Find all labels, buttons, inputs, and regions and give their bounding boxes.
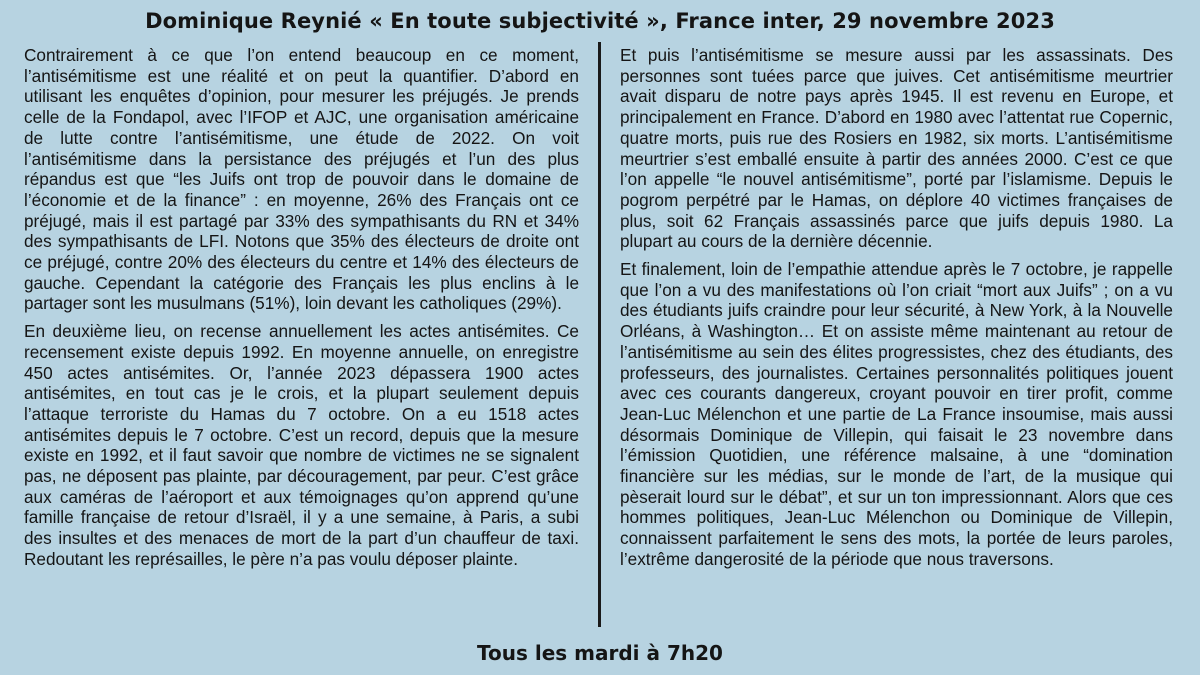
paragraph-opinion-surveys: Contrairement à ce que l’on entend beaucoup en ce moment, l’antisémitisme est une réalité et on peut la quantifier. D’abord en utilisant les enquêtes d’opinion, pour mesurer les préjugés. Je prends celle de la Fondapol, avec l’IFOP et AJC, une organisation américaine de lutte contre l’antisémitisme, une étude de 2022. On voit l’antisémitisme dans la persistance des préjugés et l’un des plus répandus est que “les Juifs ont trop de pouvoir dans le domaine de l’économie et de la finance” : en moyenne, 26% des Français ont ce préjugé, mais il est partagé par 33% des sympathisants du RN et 34% des sympathisants de LFI. Notons que 35% des électeurs de droite ont ce préjugé, contre 20% des électeurs du centre et 14% des électeurs de gauche. Cependant la catégorie des Français les plus enclins à le partager sont les musulmans (51%), loin devant les catholiques (29%). (24, 45, 579, 314)
page-title: Dominique Reynié « En toute subjectivité », France inter, 29 novembre 2023 (145, 9, 1055, 33)
paragraph-assassinations: Et puis l’antisémitisme se mesure aussi par les assassinats. Des personnes sont tuées parce que juives. Cet antisémitisme meurtrier avait disparu de notre pays après 1945. Il est revenu en Europe, et principalement en France. D’abord en 1980 avec l’attentat rue Copernic, quatre morts, puis rue des Rosiers en 1982, six morts. L’antisémitisme meurtrier s’est emballé ensuite à partir des années 2000. C’est ce que l’on appelle “le nouvel antisémitisme”, porté par l’islamisme. Depuis le pogrom perpétré par le Hamas, on déplore 40 victimes françaises de plus, soit 62 Français assassinés parce que juifs depuis 1980. La plupart au cours de la dernière décennie. (620, 45, 1173, 252)
right-column (620, 45, 1173, 577)
column-divider (598, 42, 601, 627)
broadcast-schedule: Tous les mardi à 7h20 (477, 641, 723, 665)
paragraph-finally: Et finalement, loin de l’empathie attendue après le 7 octobre, je rappelle que l’on a vu des manifestations où l’on criait “mort aux Juifs” ; on a vu des étudiants juifs craindre pour leur sécurité, à New York, à la Nouvelle Orléans, à Washington… Et on assiste même maintenant au retour de l’antisémitisme au sein des élites progressistes, chez des étudiants, des professeurs, des journalistes. Certaines personnalités politiques jouent avec ces courants dangereux, croyant pouvoir en tirer profit, comme Jean-Luc Mélenchon et une partie de La France insoumise, mais aussi désormais Dominique de Villepin, qui faisait le 23 novembre dans l’émission Quotidien, une référence malsaine, à une “domination financière sur les médias, sur le monde de l’art, de la musique qui pèserait lourd sur le débat”, et sur un ton impressionnant. Alors que ces hommes politiques, Jean-Luc Mélenchon ou Dominique de Villepin, connaissent parfaitement le sens des mots, la portée de leurs paroles, l’extrême dangerosité de la période que nous traversons. (620, 259, 1173, 569)
paragraph-antisemitic-acts: En deuxième lieu, on recense annuellement les actes antisémites. Ce recensement existe depuis 1992. En moyenne annuelle, on enregistre 450 actes antisémites. Or, l’année 2023 dépassera 1900 actes antisémites, en tout cas je le crois, et la plupart seulement depuis l’attaque terroriste du Hamas du 7 octobre. On a eu 1518 actes antisémites depuis le 7 octobre. C’est un record, depuis que la mesure existe en 1992, et il faut savoir que nombre de victimes ne se signalent pas, ne déposent pas plainte, par découragement, par peur. C’est grâce aux caméras de l’aéroport et aux témoignages qu’on apprend qu’une famille française de retour d’Israël, il y a une semaine, à Paris, a subi des insultes et des menaces de mort de la part d’un chauffeur de taxi. Redoutant les représailles, le père n’a pas voulu déposer plainte. (24, 321, 579, 569)
left-column (24, 45, 579, 577)
